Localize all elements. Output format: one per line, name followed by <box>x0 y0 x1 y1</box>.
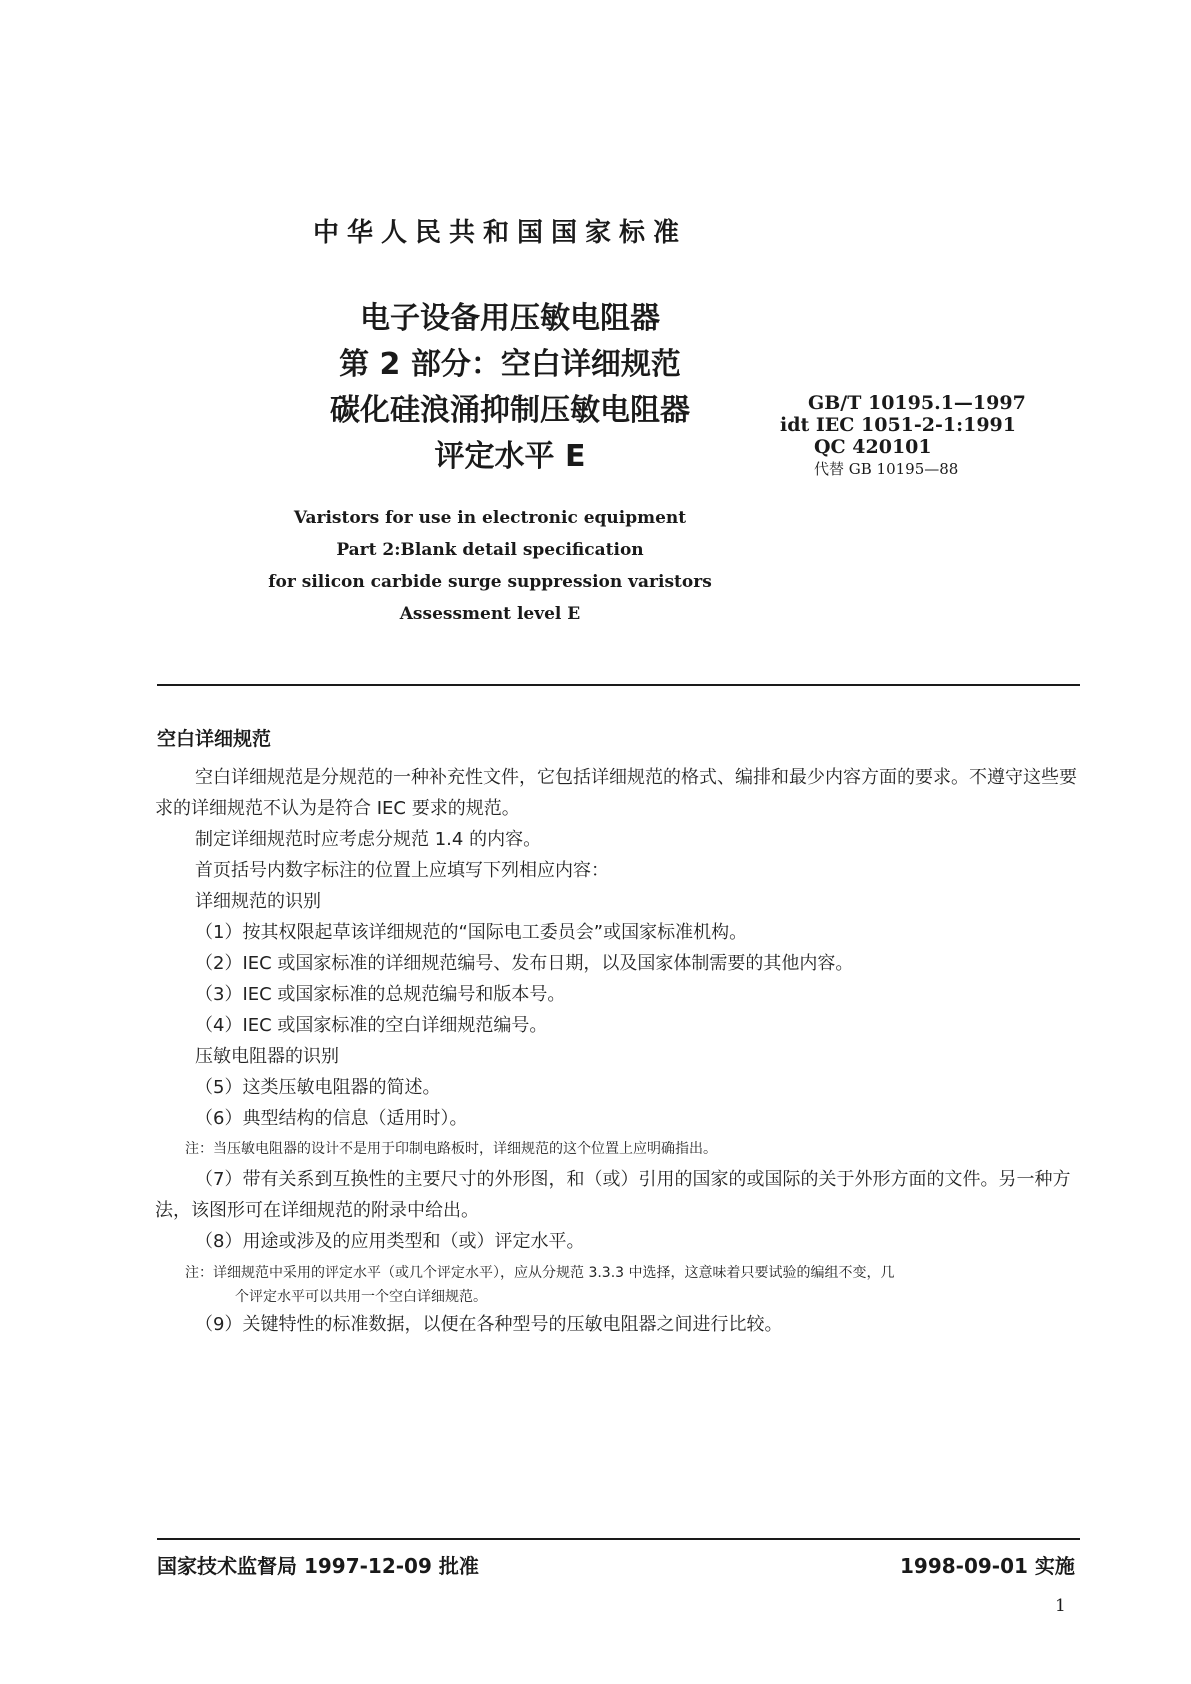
section-title: 空白详细规范 <box>157 728 272 750</box>
english-title-line-3: for silicon carbide surge suppression varistors <box>268 572 712 592</box>
implementation-date: 1998-09-01 实施 <box>900 1554 1075 1578</box>
note-2-line-1: 注：详细规范中采用的评定水平（或几个评定水平），应从分规范 3.3.3 中选择，这意味着只要试验的编组不变，几 <box>185 1265 895 1281</box>
qc-code: QC 420101 <box>814 436 932 458</box>
english-title-line-2: Part 2:Blank detail specification <box>336 540 644 560</box>
national-standard-header: 中华人民共和国国家标准 <box>312 218 687 248</box>
standard-codes <box>780 392 1026 480</box>
paragraph-3: 首页括号内数字标注的位置上应填写下列相应内容： <box>195 860 609 881</box>
list-item-2: （2）IEC 或国家标准的详细规范编号、发布日期，以及国家体制需要的其他内容。 <box>195 953 854 974</box>
list-item-8: （8）用途或涉及的应用类型和（或）评定水平。 <box>195 1231 585 1252</box>
chinese-title <box>160 296 860 480</box>
list-item-5: （5）这类压敏电阻器的简述。 <box>195 1077 441 1098</box>
bottom-divider <box>157 1538 1080 1540</box>
chinese-title-line-4: 评定水平 E <box>434 439 586 474</box>
note-2-line-2: 个评定水平可以共用一个空白详细规范。 <box>235 1289 487 1305</box>
replaces-code: 代替 GB 10195—88 <box>814 460 959 478</box>
list-item-6: （6）典型结构的信息（适用时）。 <box>195 1108 468 1129</box>
list-item-1: （1）按其权限起草该详细规范的“国际电工委员会”或国家标准机构。 <box>195 922 748 943</box>
paragraph-2: 制定详细规范时应考虑分规范 1.4 的内容。 <box>195 829 542 850</box>
english-title-line-4: Assessment level E <box>399 604 581 624</box>
list-item-9: （9）关键特性的标准数据，以便在各种型号的压敏电阻器之间进行比较。 <box>195 1314 783 1335</box>
english-title-line-1: Varistors for use in electronic equipment <box>293 508 687 528</box>
list-item-4: （4）IEC 或国家标准的空白详细规范编号。 <box>195 1015 548 1036</box>
approval-line: 国家技术监督局 1997-12-09 批准 <box>157 1554 479 1578</box>
chinese-title-line-1: 电子设备用压敏电阻器 <box>360 301 660 336</box>
list-item-3: （3）IEC 或国家标准的总规范编号和版本号。 <box>195 984 566 1005</box>
note-1: 注：当压敏电阻器的设计不是用于印制电路板时，详细规范的这个位置上应明确指出。 <box>185 1141 717 1157</box>
idt-code: idt IEC 1051-2-1:1991 <box>780 414 1016 436</box>
chinese-title-line-2: 第 2 部分：空白详细规范 <box>339 347 681 382</box>
section-body <box>155 762 1085 1340</box>
english-title <box>230 502 750 630</box>
subheading-varistor-identification: 压敏电阻器的识别 <box>195 1046 339 1067</box>
top-divider <box>157 684 1080 686</box>
gb-code: GB/T 10195.1—1997 <box>808 392 1026 414</box>
page-number: 1 <box>1055 1596 1066 1616</box>
list-item-7: （7）带有关系到互换性的主要尺寸的外形图，和（或）引用的国家的或国际的关于外形方面的文件。另一种方法，该图形可在详细规范的附录中给出。 <box>155 1169 1071 1221</box>
note-2 <box>155 1261 1085 1309</box>
chinese-title-line-3: 碳化硅浪涌抑制压敏电阻器 <box>330 393 690 428</box>
paragraph-1: 空白详细规范是分规范的一种补充性文件，它包括详细规范的格式、编排和最少内容方面的要求。不遵守这些要求的详细规范不认为是符合 IEC 要求的规范。 <box>155 767 1077 819</box>
subheading-detail-spec-identification: 详细规范的识别 <box>195 891 321 912</box>
